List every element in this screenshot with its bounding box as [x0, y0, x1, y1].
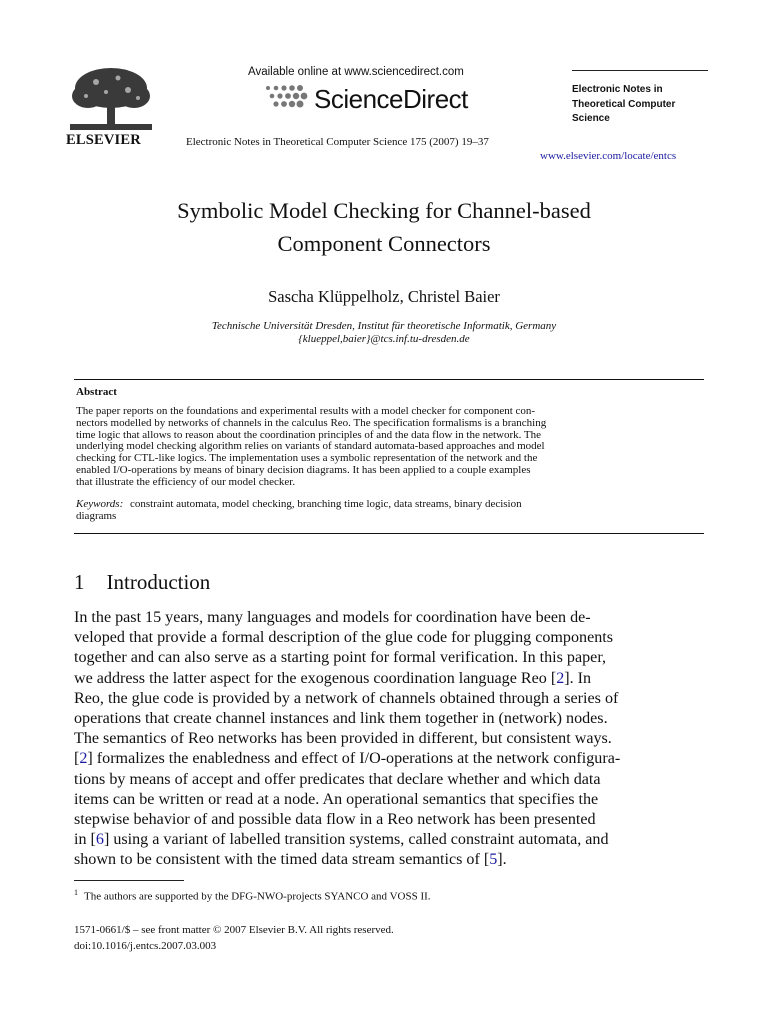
- abstract-heading: Abstract: [76, 386, 117, 398]
- footnote: [74, 888, 431, 903]
- intro-line: tions by means of accept and offer predicates that declare whether and which data: [74, 770, 601, 788]
- paper-authors: Sascha Klüppelholz, Christel Baier: [268, 287, 500, 306]
- abstract-line: checking for CTL-like logics. The implementation uses a symbolic representation of the network and the: [76, 452, 538, 465]
- intro-line: [2] formalizes the enabledness and effect of I/O-operations at the network configura-: [74, 750, 621, 768]
- intro-line: we address the latter aspect for the exogenous coordination language Reo [2]. In: [74, 669, 592, 687]
- footnote-rule: [74, 880, 184, 881]
- abstract-line: enabled I/O-operations by means of binary decision diagrams. It has been applied to a couple examples: [76, 463, 531, 476]
- intro-line: stepwise behavior of and possible data flow in a Reo network has been presented: [74, 811, 596, 829]
- footnote-mark: 1: [74, 888, 78, 897]
- journal-name-line: Theoretical Computer: [572, 98, 676, 110]
- keywords: [76, 498, 702, 522]
- author-affiliation: [60, 320, 708, 346]
- abstract-line: nectors modelled by networks of channels in the calculus Reo. The specification formalisms is a branching: [76, 416, 547, 429]
- citation-link[interactable]: 2: [556, 669, 565, 687]
- intro-line: veloped that provide a formal description of the glue code for plugging components: [74, 629, 613, 647]
- publisher-name: ELSEVIER: [66, 132, 141, 148]
- keywords-label: Keywords:: [76, 498, 124, 510]
- abstract-line: that illustrate the efficiency of our model checker.: [76, 475, 296, 488]
- journal-name-line: Science: [572, 113, 610, 124]
- paper-title: [60, 194, 708, 260]
- section-number: 1: [74, 570, 85, 594]
- abstract-top-rule: [74, 379, 704, 380]
- sciencedirect-dots-icon: [262, 82, 316, 112]
- introduction-body: [74, 608, 704, 871]
- journal-name-line: Electronic Notes in: [572, 84, 663, 95]
- intro-line: in [6] using a variant of labelled transition systems, called constraint automata, and: [74, 831, 609, 849]
- intro-line: Reo, the glue code is provided by a network of channels obtained through a series of: [74, 689, 619, 707]
- available-online-text: Available online at www.sciencedirect.com: [248, 66, 464, 78]
- affiliation-line: Technische Universität Dresden, Institut für theoretische Informatik, Germany: [211, 320, 557, 332]
- intro-line: In the past 15 years, many languages and models for coordination have been de-: [74, 609, 591, 626]
- journal-url-link[interactable]: www.elsevier.com/locate/entcs: [540, 150, 677, 162]
- copyright-line: 1571-0661/$ – see front matter © 2007 Elsevier B.V. All rights reserved.: [74, 924, 394, 936]
- title-line: Component Connectors: [277, 231, 491, 256]
- title-line: Symbolic Model Checking for Channel-based: [177, 198, 591, 223]
- intro-line: The semantics of Reo networks has been provided in different, but consistent ways.: [74, 730, 612, 748]
- abstract-body: [76, 406, 702, 489]
- keywords-line: diagrams: [76, 510, 117, 522]
- abstract-line: underlying model checking algorithm relies on variants of standard automata-based approaches and model: [76, 440, 545, 453]
- abstract-bottom-rule: [74, 533, 704, 534]
- author-email: {klueppel,baier}@tcs.inf.tu-dresden.de: [298, 333, 470, 345]
- intro-line: items can be written or read at a node. An operational semantics that specifies the: [74, 790, 599, 808]
- journal-name-box: [572, 70, 708, 145]
- citation-link[interactable]: 5: [489, 851, 498, 869]
- keywords-line: constraint automata, model checking, branching time logic, data streams, binary decision: [130, 498, 522, 510]
- intro-line: shown to be consistent with the timed data stream semantics of [5].: [74, 851, 507, 869]
- abstract-line: time logic that allows to reason about the coordination principles of and the data flow in the network. The: [76, 428, 542, 441]
- section-heading: [74, 570, 210, 595]
- citation-link[interactable]: 6: [95, 831, 104, 849]
- citation-link[interactable]: 2: [79, 750, 88, 768]
- sciencedirect-logo-text: ScienceDirect: [314, 84, 468, 114]
- intro-line: operations that create channel instances and link them together in (network) nodes.: [74, 710, 608, 728]
- doi-line: doi:10.1016/j.entcs.2007.03.003: [74, 940, 217, 952]
- section-title: Introduction: [106, 570, 211, 594]
- copyright-block: [74, 922, 394, 954]
- intro-line: together and can also serve as a starting point for formal verification. In this paper,: [74, 649, 607, 667]
- journal-citation: Electronic Notes in Theoretical Computer Science 175 (2007) 19–37: [186, 136, 489, 148]
- abstract-line: The paper reports on the foundations and experimental results with a model checker for component con-: [76, 405, 536, 417]
- footnote-text: The authors are supported by the DFG-NWO-projects SYANCO and VOSS II.: [84, 890, 431, 903]
